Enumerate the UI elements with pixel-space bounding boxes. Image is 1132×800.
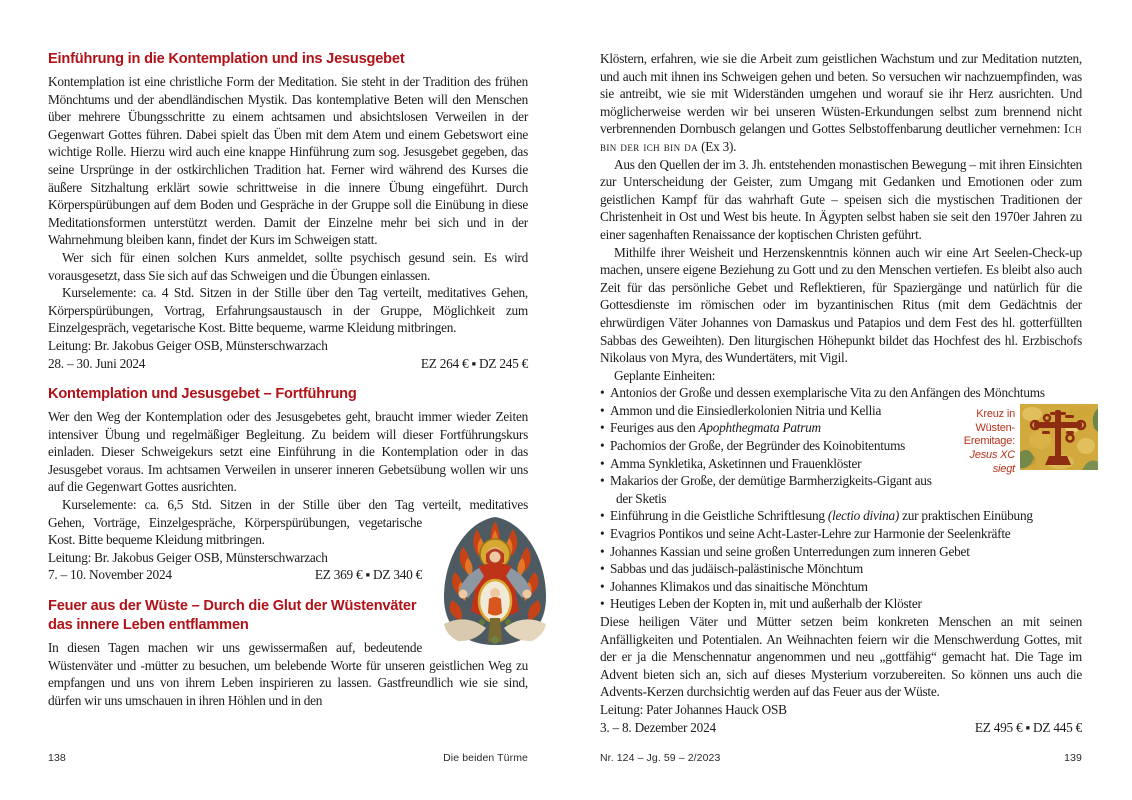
paragraph-text: (Ex 3). [698,138,737,154]
page-139-content [600,50,1082,736]
list-item: • Johannes Klimakos und das sinaitische Mönchtum [600,578,868,594]
date-text: 28. – 30. Juni 2024 [48,355,146,371]
bullet-icon: • [600,561,605,577]
bullet-icon: • [600,473,605,489]
list-intro: Geplante Einheiten: [614,367,716,383]
date-text: 7. – 10. November 2024 [48,567,172,583]
page-number: 139 [1064,752,1082,764]
list-item: • Antonios der Große und dessen exemplarische Vita zu den Anfängen des Mönchtums [600,385,1045,401]
paragraph-first-line: Kurselemente: ca. 6,5 Std. Sitzen in der Stille über den Tag verteilt, meditatives [62,497,528,513]
desert-hermitage-cross-icon [1020,404,1098,475]
figure-caption: Kreuz in Wüsten- Eremitage: Jesus XC siegt [963,407,1015,476]
leitung-line: Leitung: Br. Jakobus Geiger OSB, Münsterschwarzach [48,549,328,565]
bullet-icon: • [600,578,605,594]
paragraph: Kurselemente: ca. 4 Std. Sitzen in der Stille über den Tag verteilt, meditatives Gehen, Körperspürübungen, Vortrag, Erfahrungsaustausch in der Gruppe, Möglichkeit zum Einzelgespräch, vegetarische Kost. Bitte bequeme, warme Kleidung mitbringen. [48,285,528,336]
bullet-icon: • [600,420,605,436]
paragraph: Diese heiligen Väter und Mütter setzen beim konkreten Menschen an mit seinen Anfälligkeiten und Potentialen. An Weihnachten feiern wir die Menschwerdung Gottes, mit der er ja die Menschennatur angenommen und neu „gottfähig“ gemacht hat. Die Tage im Advent bieten sich an, sich auf dieses Mysterium vorzubereiten. So können uns auch die Advents-Kerzen durchsichtig werden auf das Feuer aus der Wüste. [600,614,1082,700]
list-item: • Feuriges aus den Apophthegmata Patrum [600,420,821,436]
paragraph [600,50,1082,156]
list-item: • Makarios der Große, der demütige Barmherzigkeits-Gigant aus der Sketis [600,473,932,506]
bullet-icon: • [600,596,605,612]
bullet-icon: • [600,508,605,524]
paragraph: Wer sich für einen solchen Kurs anmeldet, sollte psychisch gesund sein. Es wird vorausgesetzt, dass Sie sich auf das Schweigen und die Übungen einlassen. [48,249,528,283]
list-item: • Evagrios Pontikos und seine Acht-Laster-Lehre zur Harmonie der Seelenkräfte [600,526,1011,542]
bullet-icon: • [600,385,605,401]
list-item: • Sabbas und das judäisch-palästinische Mönchtum [600,561,863,577]
journal-title: Die beiden Türme [443,752,528,764]
page-footer-right [600,752,1082,764]
page-139 [566,0,1132,800]
list-item: • Amma Synkletika, Asketinnen und Frauenklöster [600,455,862,471]
paragraph [48,514,528,549]
paragraph-continuation: Gehen, Vorträge, Einzelgespräche, Körperspürübungen, vegetarische Kost. Bitte bequeme Kleidung mitbringen. [48,514,422,548]
paragraph: Wer den Weg der Kontemplation oder des Jesusgebetes geht, braucht immer wieder Zeiten intensiver Übung und regelmäßiger Begleitung. Zu beidem will dieser Fortführungskurs einladen. Dieser Schweigekurs setzt eine Einführung in die Kontemplation oder in das Jesusgebet voraus. Im achtsamen Verweilen in unserer inneren Gebetsübung wollen wir uns auf die Gegenwart Gottes ausrichten. [48,409,528,495]
leitung-line: Leitung: Pater Johannes Hauck OSB [600,701,787,717]
section-heading-kontemplation-einfuehrung: Einführung in die Kontemplation und ins Jesusgebet [48,51,405,67]
date-price-row [48,355,528,373]
list-item: Kreuz in Wüsten- Eremitage: Jesus XC siegt • Ammon und die Einsiedlerkolonien Nitria und Kellia [600,402,1082,420]
paragraph: Mithilfe ihrer Weisheit und Herzenskenntnis können auch wir eine Art Seelen-Check-up machen, unsere eigene Beziehung zu Gott und zu den Menschen vertiefen. Es bleibt also auch Zeit für das persönliche Gebet und Reflektieren, für Spaziergänge und natürlich für die Gottesdienste im römischen oder im byzantinischen Ritus (mit dem Gedächtnis der ehrwürdigen Väter Johannes von Damaskus und Patapios und dem Fest des hl. gotterfüllten Sabbas des Geweihten). Den liturgischen Höhepunkt bildet das Hochfest des hl. Erzbischofs Nikolaus von Myra, des Wundertäters, mit Vigil. [600,244,1082,366]
bullet-icon: • [600,402,605,418]
section-heading-kontemplation-fortfuehrung: Kontemplation und Jesusgebet – Fortführung [48,386,357,403]
smallcaps-quote: Ich bin der ich bin da [600,121,1082,154]
date-text: 3. – 8. Dezember 2024 [600,719,716,735]
bullet-icon: • [600,543,605,559]
section-heading-feuer-aus-der-wueste: Feuer aus der Wüste – Durch die Glut der Wüstenväter das innere Leben entflammen [48,598,417,634]
list-item: • Heutiges Leben der Kopten in, mit und außerhalb der Klöster [600,596,922,612]
list-item: • Pachomios der Große, der Begründer des Koinobitentums [600,438,906,454]
bullet-icon: • [600,438,605,454]
price-text: EZ 264 € ▪ DZ 245 € [420,355,528,371]
list-item: • Johannes Kassian und seine großen Unterredungen zum inneren Gebet [600,543,970,559]
bullet-icon: • [600,455,605,471]
paragraph: Kontemplation ist eine christliche Form der Meditation. Sie steht in der Tradition des frühen Mönchtums und der abendländischen Mystik. Das kontemplative Beten will den Menschen über mehrere Übungsschritte zu einem achtsamen und absichtslosen Verweilen in der Gegenwart Gottes führen. Dabei spielt das Üben mit dem Atem und einem Gebetswort eine wichtige Rolle. Hierzu wird auch eine knappe Hinführung zum sog. Jesusgebet gegeben, das seine Ursprünge in der ostkirchlichen Tradition hat. Ferner wird während des Kurses die äußere Sitzhaltung erklärt sowie schrittweise in die innere Übung eingeführt. Durch Körperspürübungen auf dem Boden und Gespräche in der Gruppe soll die Einübung in diese Meditationsformen unterstützt werden. Damit der Einzelne mehr bei sich und in der Wahrnehmung bleiben kann, findet der Kurs im Schweigen statt. [48,74,528,248]
page-footer-left [48,752,528,764]
page-138-content [48,50,528,709]
issue-info: Nr. 124 – Jg. 59 – 2/2023 [600,752,721,764]
burning-bush-madonna-icon [434,514,556,648]
price-text: EZ 495 € ▪ DZ 445 € [974,719,1082,735]
planned-units-list [600,384,1082,613]
price-text: EZ 369 € ▪ DZ 340 € [314,567,422,583]
leitung-line: Leitung: Br. Jakobus Geiger OSB, Münsterschwarzach [48,337,328,353]
page-number: 138 [48,752,66,764]
bullet-icon: • [600,526,605,542]
paragraph-text: Klöstern, erfahren, wie sie die Arbeit zum geistlichen Wachstum und zur Meditation nutzten, und auch mit ihnen ins Schweigen gehen und beten. So versuchen wir nachzuempfinden, was sie antreibt, wie sie mit Widerständen umgehen und worauf sie ihr Herz ausrichten. Und möglicherweise werden wir bei unseren Wüsten-Erkundungen selbst zum brennend nicht verbrennenden Dornbusch gelangen und Gottes Selbstoffenbarung deutlicher vernehmen: [600,51,1082,137]
paragraph: In diesen Tagen machen wir uns gewissermaßen auf, bedeutende Wüstenväter und -mütter zu besuchen, um belebende Worte für unseren geistlichen Weg zu empfangen und uns von ihrem Leben inspirieren zu lassen. Gastfreundlich wie sie sind, dürfen wir uns umschauen in ihren Höhlen und in den [48,640,528,708]
paragraph: Aus den Quellen der im 3. Jh. entstehenden monastischen Bewegung – mit ihren Einsichten zur Unterscheidung der Geister, zum Umgang mit Gedanken und Emotionen oder zum geistlichen Kampf für das wahrhaft Gute – speisen sich die mystischen Traditionen der Christenheit in Ost und West bis heute. In Ägypten selbst haben sie seit den 1970er Jahren zu einer sagenhaften Renaissance der koptischen Christen geführt. [600,156,1082,242]
date-price-row [600,719,1082,737]
list-item: • Einführung in die Geistliche Schriftlesung (lectio divina) zur praktischen Einübung [600,508,1033,524]
desert-cross-figure [953,404,1098,477]
